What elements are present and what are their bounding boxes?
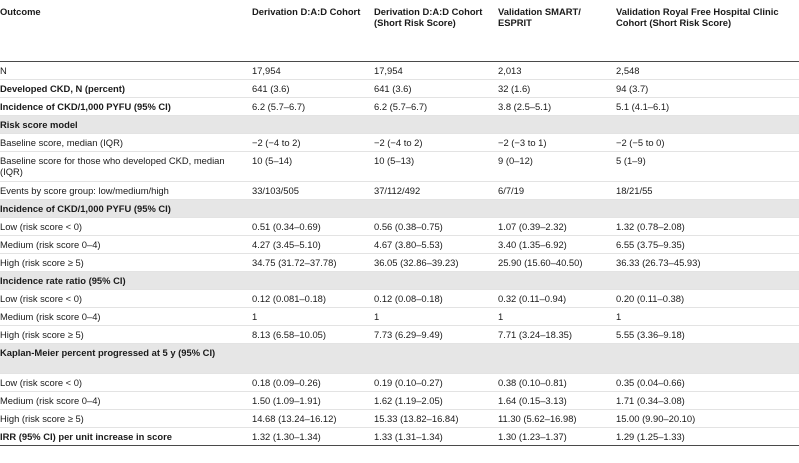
derivation-dad-cell: 4.27 (3.45–5.10) [246,236,368,254]
derivation-dad-short-cell: 7.73 (6.29–9.49) [368,326,492,344]
table-row [0,374,799,392]
validation-smart-esprit-cell: −2 (−3 to 1) [492,134,610,152]
table-row [0,326,799,344]
validation-royal-free-cell: 5.1 (4.1–6.1) [610,98,799,116]
validation-smart-esprit-cell: 11.30 (5.62–16.98) [492,410,610,428]
derivation-dad-cell: 34.75 (31.72–37.78) [246,254,368,272]
outcome-cell: IRR (95% CI) per unit increase in score [0,428,246,446]
validation-smart-esprit-cell: 0.32 (0.11–0.94) [492,290,610,308]
validation-smart-esprit-cell: 7.71 (3.24–18.35) [492,326,610,344]
derivation-dad-cell: 0.12 (0.081–0.18) [246,290,368,308]
validation-royal-free-cell: 1.29 (1.25–1.33) [610,428,799,446]
validation-royal-free-cell: 0.20 (0.11–0.38) [610,290,799,308]
validation-royal-free-cell [610,272,799,290]
validation-smart-esprit-cell: 32 (1.6) [492,80,610,98]
table-row [0,134,799,152]
table-row [0,98,799,116]
header-derivation-dad: Derivation D:A:D Cohort [246,0,368,62]
derivation-dad-short-cell: 1.62 (1.19–2.05) [368,392,492,410]
validation-royal-free-cell [610,200,799,218]
derivation-dad-short-cell: 1 [368,308,492,326]
outcome-cell: High (risk score ≥ 5) [0,326,246,344]
validation-royal-free-cell: 1.32 (0.78–2.08) [610,218,799,236]
section-row [0,200,799,218]
validation-smart-esprit-cell: 25.90 (15.60–40.50) [492,254,610,272]
validation-royal-free-cell: 5 (1–9) [610,152,799,182]
outcome-cell: Medium (risk score 0–4) [0,308,246,326]
validation-royal-free-cell: 0.35 (0.04–0.66) [610,374,799,392]
derivation-dad-short-cell: 0.12 (0.08–0.18) [368,290,492,308]
derivation-dad-cell: 6.2 (5.7–6.7) [246,98,368,116]
derivation-dad-cell [246,116,368,134]
table-row [0,428,799,446]
validation-smart-esprit-cell: 1.30 (1.23–1.37) [492,428,610,446]
validation-smart-esprit-cell [492,116,610,134]
header-validation-royal-free [610,0,799,62]
table-header [0,0,799,62]
outcome-cell: Developed CKD, N (percent) [0,80,246,98]
derivation-dad-cell: −2 (−4 to 2) [246,134,368,152]
outcome-cell: Medium (risk score 0–4) [0,392,246,410]
outcome-cell: Low (risk score < 0) [0,218,246,236]
derivation-dad-cell [246,272,368,290]
table-row [0,308,799,326]
table-row [0,62,799,80]
derivation-dad-short-cell: 6.2 (5.7–6.7) [368,98,492,116]
header-validation-royal-free-text: Validation Royal Free Hospital Clinic Cohort (Short Risk Score) [616,6,779,28]
derivation-dad-short-cell [368,116,492,134]
derivation-dad-short-cell: 4.67 (3.80–5.53) [368,236,492,254]
outcome-cell: High (risk score ≥ 5) [0,254,246,272]
validation-royal-free-cell: 5.55 (3.36–9.18) [610,326,799,344]
validation-royal-free-cell: 1.71 (0.34–3.08) [610,392,799,410]
outcome-cell: High (risk score ≥ 5) [0,410,246,428]
table-row [0,218,799,236]
outcome-cell: N [0,62,246,80]
validation-smart-esprit-cell: 9 (0–12) [492,152,610,182]
outcome-cell: Incidence rate ratio (95% CI) [0,272,246,290]
outcome-cell: Medium (risk score 0–4) [0,236,246,254]
validation-royal-free-cell: 2,548 [610,62,799,80]
derivation-dad-cell: 0.51 (0.34–0.69) [246,218,368,236]
validation-smart-esprit-cell: 1.64 (0.15–3.13) [492,392,610,410]
validation-smart-esprit-cell: 2,013 [492,62,610,80]
table-row [0,254,799,272]
validation-smart-esprit-cell: 0.38 (0.10–0.81) [492,374,610,392]
derivation-dad-cell: 1.32 (1.30–1.34) [246,428,368,446]
derivation-dad-cell [246,344,368,374]
derivation-dad-short-cell: 36.05 (32.86–39.23) [368,254,492,272]
derivation-dad-short-cell: 0.19 (0.10–0.27) [368,374,492,392]
outcome-cell: Kaplan-Meier percent progressed at 5 y (95% CI) [0,344,246,374]
outcome-cell: Low (risk score < 0) [0,290,246,308]
header-row [0,0,799,62]
derivation-dad-cell: 1 [246,308,368,326]
header-outcome: Outcome [0,0,246,62]
section-row [0,344,799,374]
table-row [0,236,799,254]
outcome-cell: Incidence of CKD/1,000 PYFU (95% CI) [0,98,246,116]
derivation-dad-short-cell: 37/112/492 [368,182,492,200]
derivation-dad-short-cell [368,344,492,374]
section-row [0,116,799,134]
validation-royal-free-cell: 18/21/55 [610,182,799,200]
derivation-dad-short-cell: −2 (−4 to 2) [368,134,492,152]
table-row [0,392,799,410]
validation-royal-free-cell: −2 (−5 to 0) [610,134,799,152]
validation-smart-esprit-cell: 3.40 (1.35–6.92) [492,236,610,254]
validation-smart-esprit-cell: 6/7/19 [492,182,610,200]
validation-smart-esprit-cell: 3.8 (2.5–5.1) [492,98,610,116]
validation-smart-esprit-cell [492,272,610,290]
derivation-dad-cell: 33/103/505 [246,182,368,200]
derivation-dad-short-cell: 17,954 [368,62,492,80]
table-body [0,62,799,446]
outcome-cell: Risk score model [0,116,246,134]
derivation-dad-short-cell: 15.33 (13.82–16.84) [368,410,492,428]
validation-smart-esprit-cell [492,200,610,218]
derivation-dad-cell: 14.68 (13.24–16.12) [246,410,368,428]
outcome-cell: Events by score group: low/medium/high [0,182,246,200]
header-derivation-dad-short: Derivation D:A:D Cohort (Short Risk Score) [368,0,492,62]
derivation-dad-cell [246,200,368,218]
validation-smart-esprit-cell: 1.07 (0.39–2.32) [492,218,610,236]
header-validation-smart-esprit: Validation SMART/ ESPRIT [492,0,610,62]
outcome-cell: Baseline score for those who developed CKD, median (IQR) [0,152,246,182]
derivation-dad-cell: 17,954 [246,62,368,80]
section-row [0,272,799,290]
validation-royal-free-cell: 6.55 (3.75–9.35) [610,236,799,254]
validation-royal-free-cell: 94 (3.7) [610,80,799,98]
validation-royal-free-cell: 36.33 (26.73–45.93) [610,254,799,272]
derivation-dad-cell: 10 (5–14) [246,152,368,182]
validation-royal-free-cell: 1 [610,308,799,326]
validation-smart-esprit-cell [492,344,610,374]
outcome-cell: Incidence of CKD/1,000 PYFU (95% CI) [0,200,246,218]
derivation-dad-short-cell [368,272,492,290]
table-row [0,80,799,98]
derivation-dad-cell: 641 (3.6) [246,80,368,98]
table-row [0,410,799,428]
derivation-dad-short-cell: 10 (5–13) [368,152,492,182]
outcome-cell: Low (risk score < 0) [0,374,246,392]
table-row [0,182,799,200]
validation-smart-esprit-cell: 1 [492,308,610,326]
table-row [0,290,799,308]
validation-royal-free-cell [610,344,799,374]
derivation-dad-short-cell: 1.33 (1.31–1.34) [368,428,492,446]
derivation-dad-short-cell: 0.56 (0.38–0.75) [368,218,492,236]
derivation-dad-cell: 1.50 (1.09–1.91) [246,392,368,410]
validation-royal-free-cell [610,116,799,134]
table-row [0,152,799,182]
derivation-dad-short-cell: 641 (3.6) [368,80,492,98]
derivation-dad-cell: 8.13 (6.58–10.05) [246,326,368,344]
outcome-cell: Baseline score, median (IQR) [0,134,246,152]
validation-royal-free-cell: 15.00 (9.90–20.10) [610,410,799,428]
derivation-dad-short-cell [368,200,492,218]
derivation-dad-cell: 0.18 (0.09–0.26) [246,374,368,392]
